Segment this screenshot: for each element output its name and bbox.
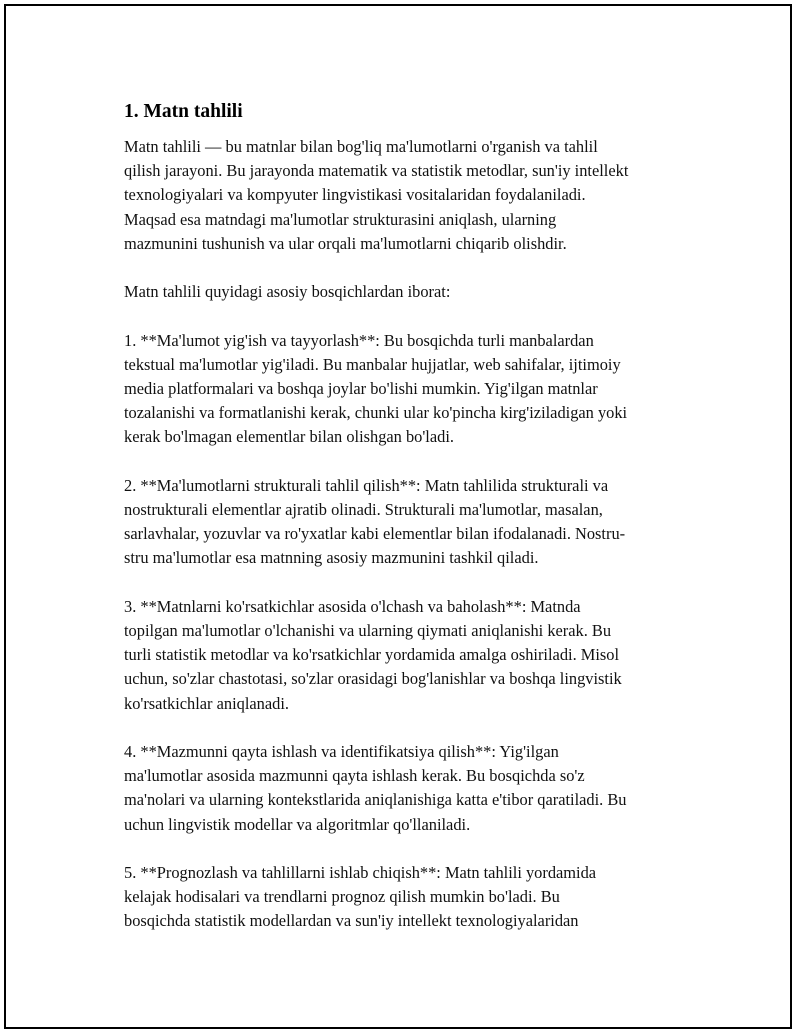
text-line: kelajak hodisalari va trendlarni prognoz qilish mumkin bo'ladi. Bu bbox=[124, 887, 560, 907]
text-line: ko'rsatkichlar aniqlanadi. bbox=[124, 693, 289, 713]
paragraph-stage-2 bbox=[124, 474, 699, 571]
text-line: ma'lumotlar asosida mazmunni qayta ishlash kerak. Bu bosqichda so'z bbox=[124, 766, 585, 786]
text-line: 1. **Ma'lumot yig'ish va tayyorlash**: Bu bosqichda turli manbalardan bbox=[124, 330, 594, 350]
text-line: ma'nolari va ularning kontekstlarida aniqlanishiga katta e'tibor qaratiladi. Bu bbox=[124, 790, 627, 810]
paragraph-stage-1 bbox=[124, 329, 699, 450]
text-line: uchun, so'zlar chastotasi, so'zlar orasidagi bog'lanishlar va boshqa lingvistik bbox=[124, 669, 622, 689]
text-line: texnologiyalari va kompyuter lingvistikasi vositalaridan foydalaniladi. bbox=[124, 185, 586, 205]
document-body bbox=[124, 99, 699, 958]
text-line: sarlavhalar, yozuvlar va ro'yxatlar kabi elementlar bilan ifodalanadi. Nostru- bbox=[124, 524, 626, 544]
text-line: topilgan ma'lumotlar o'lchanishi va ularning qiymati aniqlanishi kerak. Bu bbox=[124, 621, 612, 640]
page-frame bbox=[4, 4, 792, 1029]
text-line: turli statistik metodlar va ko'rsatkichlar yordamida amalga oshiriladi. Misol bbox=[124, 645, 620, 665]
text-line: nostrukturali elementlar ajratib olinadi. Strukturali ma'lumotlar, masalan, bbox=[124, 500, 603, 519]
text-line: stru ma'lumotlar esa matnning asosiy mazmunini tashkil qiladi. bbox=[124, 548, 539, 568]
text-line: 2. **Ma'lumotlarni strukturali tahlil qilish**: Matn tahlilida strukturali va bbox=[124, 475, 609, 495]
paragraph-intro bbox=[124, 135, 699, 256]
text-line: qilish jarayoni. Bu jarayonda matematik va statistik metodlar, sun'iy intellekt bbox=[124, 161, 629, 181]
text-line: Maqsad esa matndagi ma'lumotlar strukturasini aniqlash, ularning bbox=[124, 209, 557, 229]
text-line: 5. **Prognozlash va tahlillarni ishlab chiqish**: Matn tahlili yordamida bbox=[124, 863, 597, 882]
text-line: tekstual ma'lumotlar yig'iladi. Bu manbalar hujjatlar, web sahifalar, ijtimoiy bbox=[124, 354, 621, 374]
text-line: 3. **Matnlarni ko'rsatkichlar asosida o'lchash va baholash**: Matnda bbox=[124, 596, 581, 616]
text-line: tozalanishi va formatlanishi kerak, chunki ular ko'pincha kirg'iziladigan yoki bbox=[124, 403, 628, 423]
text-line: Matn tahlili — bu matnlar bilan bog'liq ma'lumotlarni o'rganish va tahlil bbox=[124, 137, 598, 156]
paragraph-stage-4 bbox=[124, 740, 699, 837]
text-line: mazmunini tushunish va ular orqali ma'lumotlarni chiqarib olishdir. bbox=[124, 233, 567, 253]
text-line: bosqichda statistik modellardan va sun'iy intellekt texnologiyalaridan bbox=[124, 911, 579, 931]
text-line: media platformalari va boshqa joylar bo'lishi mumkin. Yig'ilgan matnlar bbox=[124, 379, 598, 398]
text-line: Matn tahlili quyidagi asosiy bosqichlardan iborat: bbox=[124, 282, 451, 302]
paragraph-stage-5 bbox=[124, 861, 699, 934]
text-line: kerak bo'lmagan elementlar bilan olishgan bo'ladi. bbox=[124, 427, 454, 447]
text-line: 4. **Mazmunni qayta ishlash va identifikatsiya qilish**: Yig'ilgan bbox=[124, 742, 559, 761]
section-heading: 1. Matn tahlili bbox=[124, 101, 243, 122]
paragraph-stages-lead bbox=[124, 280, 699, 304]
paragraph-stage-3 bbox=[124, 595, 699, 716]
text-line: uchun lingvistik modellar va algoritmlar qo'llaniladi. bbox=[124, 814, 471, 834]
